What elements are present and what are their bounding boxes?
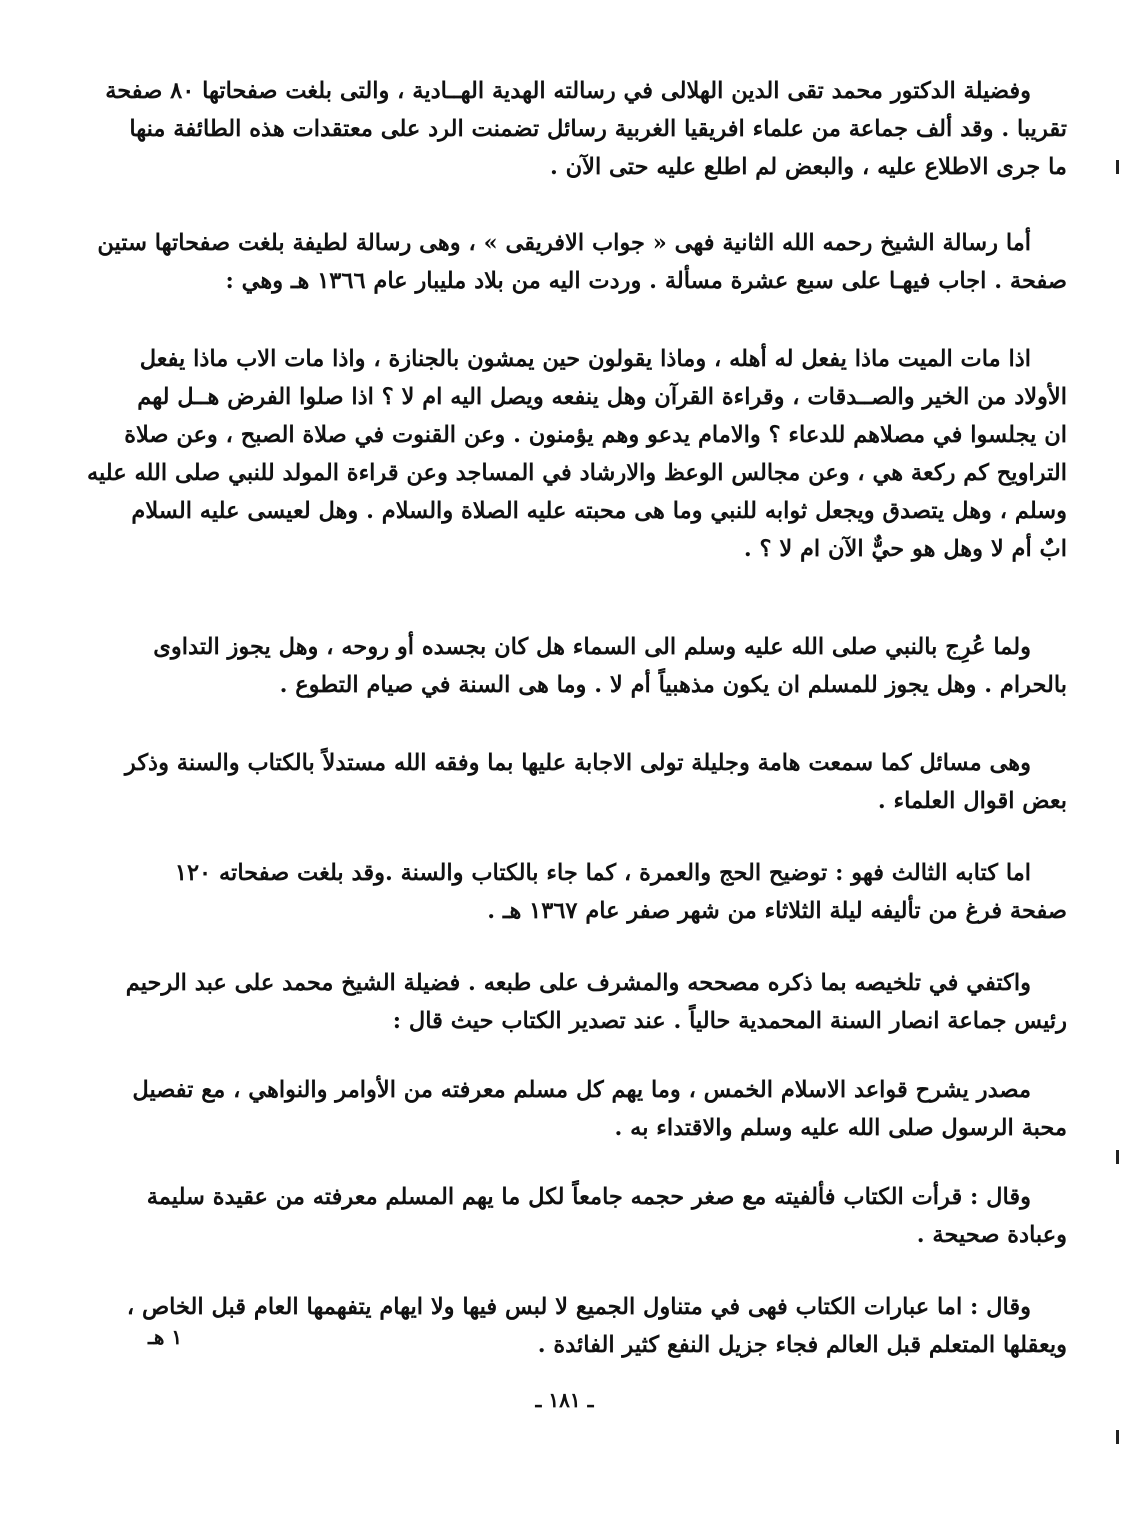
footnote-mark: ١ هـ [148, 1325, 183, 1349]
text-line: ويعقلها المتعلم قبل العالم فجاء جزيل النفع كثير الفائدة . [537, 1332, 1067, 1358]
page-number: ـ ١٨١ ـ [535, 1388, 594, 1412]
paragraph-1 [62, 74, 1067, 184]
text-line: أما رسالة الشيخ رحمه الله الثانية فهى « جواب الافريقى » ، وهى رسالة لطيفة بلغت صفحاتها ستين [97, 230, 1031, 256]
text-line: التراويح كم ركعة هي ، وعن مجالس الوعظ والارشاد في المساجد وعن قراءة المولد للنبي صلى الله عليه [86, 460, 1067, 486]
margin-mark [1116, 160, 1119, 174]
paragraph-4 [62, 630, 1067, 702]
text-line: اما كتابه الثالث فهو : توضيح الحج والعمرة ، كما جاء بالكتاب والسنة .وقد بلغت صفحاته ١٢٠ [174, 860, 1031, 886]
paragraph-3 [62, 342, 1067, 566]
text-line: ما جرى الاطلاع عليه ، والبعض لم اطلع عليه حتى الآن . [549, 154, 1067, 180]
text-line: تقريبا . وقد ألف جماعة من علماء افريقيا الغربية رسائل تضمنت الرد على معتقدات هذه الطائفة منها [129, 116, 1067, 142]
paragraph-10 [62, 1290, 1067, 1362]
text-line: وهى مسائل كما سمعت هامة وجليلة تولى الاجابة عليها بما وفقه الله مستدلاً بالكتاب والسنة وذكر [124, 750, 1031, 776]
text-line: بالحرام . وهل يجوز للمسلم ان يكون مذهبياً أم لا . وما هى السنة في صيام التطوع . [279, 672, 1067, 698]
margin-mark [1116, 1150, 1119, 1164]
text-line: صفحة . اجاب فيهـا على سبع عشرة مسألة . وردت اليه من بلاد مليبار عام ١٣٦٦ هـ وهي : [225, 268, 1067, 294]
text-line: وقال : اما عبارات الكتاب فهى في متناول الجميع لا لبس فيها ولا ايهام يتفهمها العام قبل الخاص ، [126, 1294, 1031, 1320]
text-line: ابٌ أم لا وهل هو حيٌّ الآن ام لا ؟ . [743, 536, 1067, 562]
text-line: وسلم ، وهل يتصدق ويجعل ثوابه للنبي وما هى محبته عليه الصلاة والسلام . وهل لعيسى عليه السلام [131, 498, 1067, 524]
text-line: محبة الرسول صلى الله عليه وسلم والاقتداء به . [614, 1115, 1067, 1141]
text-line: اذا مات الميت ماذا يفعل له أهله ، وماذا يقولون حين يمشون بالجنازة ، واذا مات الاب ماذا يفعل [139, 346, 1031, 372]
text-line: واكتفي في تلخيصه بما ذكره مصححه والمشرف على طبعه . فضيلة الشيخ محمد على عبد الرحيم [125, 970, 1031, 996]
text-line: مصدر يشرح قواعد الاسلام الخمس ، وما يهم كل مسلم معرفته من الأوامر والنواهي ، مع تفصيل [132, 1077, 1031, 1103]
text-line: صفحة فرغ من تأليفه ليلة الثلاثاء من شهر صفر عام ١٣٦٧ هـ . [487, 898, 1067, 924]
text-line: ان يجلسوا في مصلاهم للدعاء ؟ والامام يدعو وهم يؤمنون . وعن القنوت في صلاة الصبح ، وعن صلاة [124, 422, 1067, 448]
text-line: الأولاد من الخير والصــدقات ، وقراءة القرآن وهل ينفعه ويصل اليه ام لا ؟ اذا صلوا الفرض هــل لهم [137, 384, 1067, 410]
text-line: وقال : قرأت الكتاب فألفيته مع صغر حجمه جامعاً لكل ما يهم المسلم معرفته من عقيدة سليمة [146, 1184, 1031, 1210]
paragraph-6 [62, 856, 1067, 928]
paragraph-2 [62, 226, 1067, 298]
paragraph-5 [62, 746, 1067, 818]
text-line: ولما عُرِج بالنبي صلى الله عليه وسلم الى السماء هل كان بجسده أو روحه ، وهل يجوز التداوى [153, 634, 1031, 660]
paragraph-9 [62, 1180, 1067, 1252]
margin-mark [1116, 1430, 1119, 1444]
text-line: بعض اقوال العلماء . [877, 788, 1067, 814]
paragraph-7 [62, 966, 1067, 1038]
paragraph-8 [62, 1073, 1067, 1145]
text-line: وعبادة صحيحة . [916, 1222, 1067, 1248]
text-line: وفضيلة الدكتور محمد تقى الدين الهلالى في رسالته الهدية الهــادية ، والتى بلغت صفحاتها ٨٠ صفحة [105, 78, 1031, 104]
text-line: رئيس جماعة انصار السنة المحمدية حالياً . عند تصدير الكتاب حيث قال : [392, 1008, 1067, 1034]
